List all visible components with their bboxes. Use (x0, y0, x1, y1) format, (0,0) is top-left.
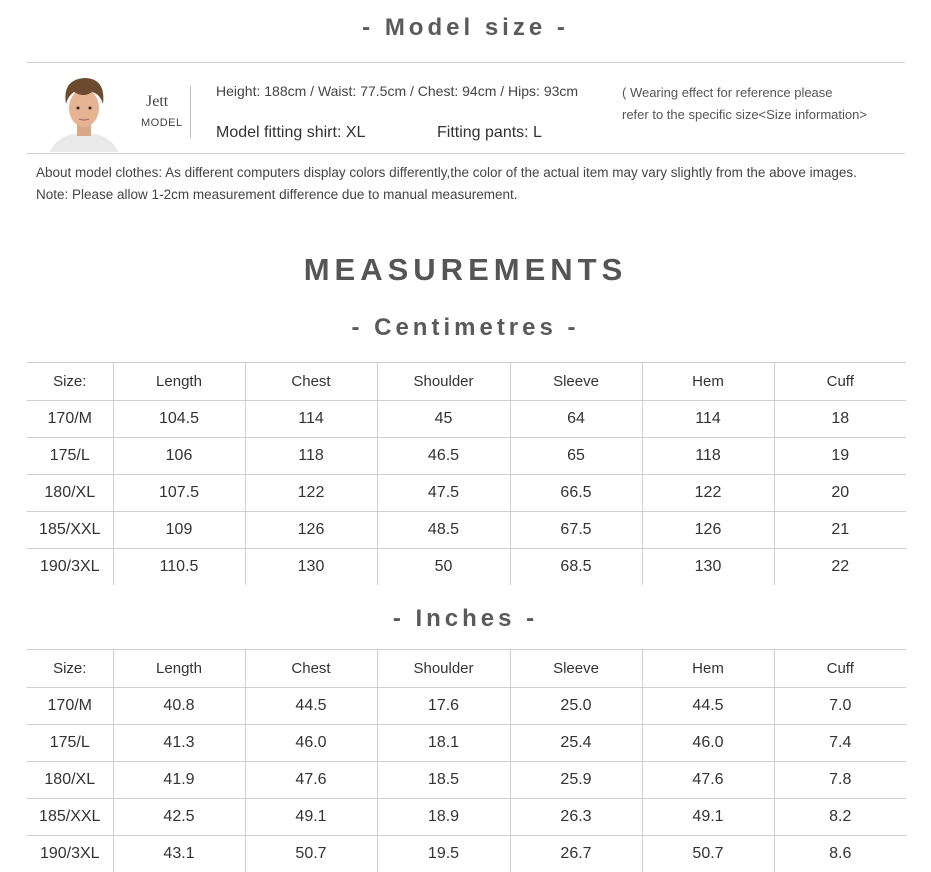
measurement-cell: 66.5 (510, 475, 642, 512)
column-header: Sleeve (510, 650, 642, 688)
measurement-cell: 48.5 (377, 512, 510, 549)
measurement-cell: 25.9 (510, 762, 642, 799)
column-header: Hem (642, 650, 774, 688)
model-size-heading: - Model size - (362, 14, 569, 41)
measurement-cell: 19.5 (377, 836, 510, 872)
measurement-cell: 18.1 (377, 725, 510, 762)
measurement-cell: 47.6 (245, 762, 377, 799)
table-row (27, 762, 906, 799)
measurement-cell: 40.8 (113, 688, 245, 725)
measurement-cell: 43.1 (113, 836, 245, 872)
measurement-note: Note: Please allow 1-2cm measurement difference due to manual measurement. (36, 187, 518, 202)
size-cell: 190/3XL (27, 836, 113, 872)
measurement-cell: 118 (245, 438, 377, 475)
column-header: Cuff (774, 650, 906, 688)
measurement-cell: 18 (774, 401, 906, 438)
measurement-cell: 130 (642, 549, 774, 586)
column-header: Size: (27, 650, 113, 688)
model-photo (46, 72, 122, 152)
divider (27, 153, 905, 154)
column-header: Sleeve (510, 363, 642, 401)
measurement-cell: 107.5 (113, 475, 245, 512)
measurement-cell: 20 (774, 475, 906, 512)
size-cell: 170/M (27, 401, 113, 438)
measurement-cell: 50.7 (245, 836, 377, 872)
measurement-cell: 17.6 (377, 688, 510, 725)
measurement-cell: 47.5 (377, 475, 510, 512)
measurement-cell: 7.4 (774, 725, 906, 762)
vertical-divider (190, 86, 191, 138)
measurement-cell: 8.2 (774, 799, 906, 836)
fitting-shirt: Model fitting shirt: XL (216, 124, 366, 141)
measurement-cell: 49.1 (245, 799, 377, 836)
measurement-cell: 26.3 (510, 799, 642, 836)
centimetres-table (27, 362, 906, 585)
measurement-cell: 47.6 (642, 762, 774, 799)
centimetres-heading: - Centimetres - (351, 314, 580, 341)
measurement-cell: 130 (245, 549, 377, 586)
measurement-cell: 26.7 (510, 836, 642, 872)
size-cell: 190/3XL (27, 549, 113, 586)
measurement-cell: 114 (245, 401, 377, 438)
inches-table (27, 649, 906, 872)
model-stats: Height: 188cm / Waist: 77.5cm / Chest: 94cm / Hips: 93cm (216, 83, 579, 99)
measurement-cell: 65 (510, 438, 642, 475)
measurement-cell: 109 (113, 512, 245, 549)
table-row (27, 549, 906, 586)
table-row (27, 725, 906, 762)
size-cell: 180/XL (27, 762, 113, 799)
measurement-cell: 122 (245, 475, 377, 512)
measurement-cell: 18.5 (377, 762, 510, 799)
measurement-cell: 25.4 (510, 725, 642, 762)
measurement-cell: 50 (377, 549, 510, 586)
table-row (27, 836, 906, 872)
measurement-cell: 122 (642, 475, 774, 512)
measurement-cell: 41.9 (113, 762, 245, 799)
measurement-cell: 126 (642, 512, 774, 549)
measurement-cell: 49.1 (642, 799, 774, 836)
measurement-cell: 46.0 (245, 725, 377, 762)
column-header: Shoulder (377, 650, 510, 688)
measurement-cell: 64 (510, 401, 642, 438)
column-header: Length (113, 650, 245, 688)
measurement-cell: 7.0 (774, 688, 906, 725)
measurement-cell: 44.5 (245, 688, 377, 725)
model-label: MODEL (141, 117, 183, 129)
divider (27, 62, 905, 63)
column-header: Length (113, 363, 245, 401)
table-row (27, 475, 906, 512)
measurement-cell: 126 (245, 512, 377, 549)
column-header: Chest (245, 363, 377, 401)
column-header: Hem (642, 363, 774, 401)
measurement-cell: 25.0 (510, 688, 642, 725)
fitting-pants: Fitting pants: L (437, 124, 542, 141)
size-cell: 175/L (27, 438, 113, 475)
measurement-cell: 46.5 (377, 438, 510, 475)
table-row (27, 401, 906, 438)
table-row (27, 799, 906, 836)
measurement-cell: 45 (377, 401, 510, 438)
measurement-cell: 68.5 (510, 549, 642, 586)
size-cell: 175/L (27, 725, 113, 762)
table-row (27, 688, 906, 725)
measurement-cell: 114 (642, 401, 774, 438)
measurement-cell: 110.5 (113, 549, 245, 586)
color-disclaimer: About model clothes: As different computers display colors differently,the color of the actual item may vary slightly from the above images. (36, 165, 857, 180)
measurement-cell: 106 (113, 438, 245, 475)
size-cell: 185/XXL (27, 512, 113, 549)
measurement-cell: 46.0 (642, 725, 774, 762)
measurement-cell: 50.7 (642, 836, 774, 872)
measurement-cell: 118 (642, 438, 774, 475)
table-row (27, 512, 906, 549)
size-cell: 170/M (27, 688, 113, 725)
measurement-cell: 67.5 (510, 512, 642, 549)
reference-note-line2: refer to the specific size<Size information> (622, 107, 867, 122)
table-header-row (27, 363, 906, 401)
column-header: Chest (245, 650, 377, 688)
measurement-cell: 22 (831, 558, 850, 575)
measurement-cell: 104.5 (113, 401, 245, 438)
measurement-cell: 21 (774, 512, 906, 549)
size-cell: 185/XXL (27, 799, 113, 836)
table-header-row (27, 650, 906, 688)
column-header: Size: (27, 363, 113, 401)
reference-note-line1: ( Wearing effect for reference please (622, 85, 833, 100)
measurement-cell: 41.3 (113, 725, 245, 762)
measurement-cell: 19 (774, 438, 906, 475)
model-name: Jett (146, 93, 169, 110)
measurement-cell: 8.6 (829, 845, 852, 862)
measurement-cell: 7.8 (774, 762, 906, 799)
measurements-heading: MEASUREMENTS (303, 252, 628, 287)
column-header: Shoulder (377, 363, 510, 401)
measurement-cell: 44.5 (642, 688, 774, 725)
column-header: Cuff (774, 363, 906, 401)
inches-heading: - Inches - (392, 605, 539, 632)
measurement-cell: 42.5 (113, 799, 245, 836)
size-cell: 180/XL (27, 475, 113, 512)
measurement-cell: 18.9 (377, 799, 510, 836)
table-row (27, 438, 906, 475)
